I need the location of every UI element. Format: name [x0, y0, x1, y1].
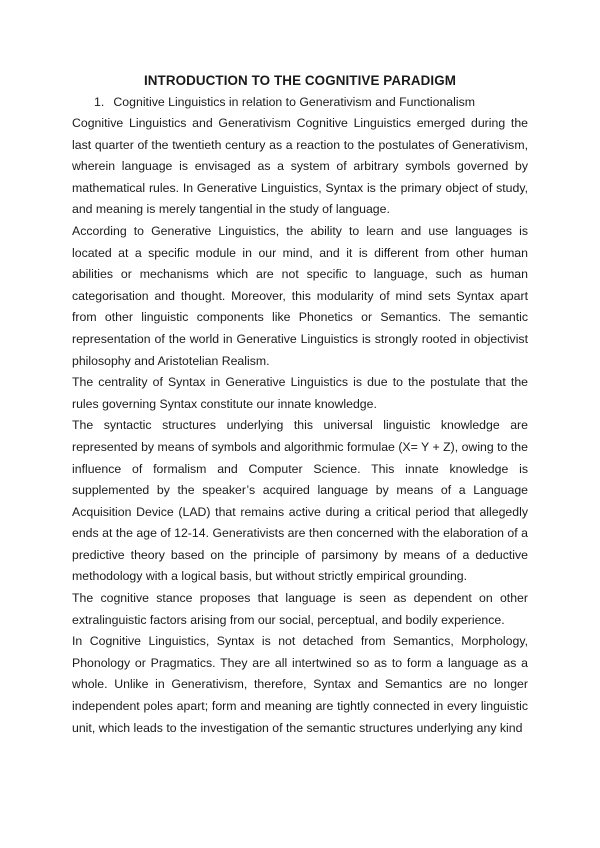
paragraph: In Cognitive Linguistics, Syntax is not detached from Semantics, Morphology, Phonology or Pragmatics. They are all intertwined so as to form a language as a whole. Unlike in Generativism, therefore, Syntax and Semantics are no longer independent poles apart; form and meaning are tightly connected in every linguistic unit, which leads to the investigation of the semantic structures underlying any kind [72, 634, 528, 735]
paragraph: The cognitive stance proposes that language is seen as dependent on other extralinguistic factors arising from our social, perceptual, and bodily experience. [72, 591, 528, 627]
section-number: 1. [94, 95, 105, 109]
paragraph: The centrality of Syntax in Generative Linguistics is due to the postulate that the rules governing Syntax constitute our innate knowledge. [72, 375, 528, 411]
section-heading [72, 92, 528, 113]
paragraph: Cognitive Linguistics and Generativism Cognitive Linguistics emerged during the last quarter of the twentieth century as a reaction to the postulates of Generativism, wherein language is envisaged as a system of arbitrary symbols governed by mathematical rules. In Generative Linguistics, Syntax is the primary object of study, and meaning is merely tangential in the study of language. [72, 116, 528, 217]
paragraph: According to Generative Linguistics, the ability to learn and use languages is located at a specific module in our mind, and it is different from other human abilities or mechanisms which are not specific to language, such as human categorisation and thought. Moreover, this modularity of mind sets Syntax apart from other linguistic components like Phonetics or Semantics. The semantic representation of the world in Generative Linguistics is strongly rooted in objectivist philosophy and Aristotelian Realism. [72, 223, 528, 368]
section-heading-text: Cognitive Linguistics in relation to Generativism and Functionalism [113, 95, 475, 109]
document-title: INTRODUCTION TO THE COGNITIVE PARADIGM [143, 73, 457, 88]
document-page [72, 70, 528, 739]
paragraph: The syntactic structures underlying this universal linguistic knowledge are represented by means of symbols and algorithmic formulae (X= Y + Z), owing to the influence of formalism and Computer Science. This innate knowledge is supplemented by the speaker’s acquired language by means of a Language Acquisition Device (LAD) that remains active during a critical period that allegedly ends at the age of 12-14. Generativists are then concerned with the elaboration of a predictive theory based on the principle of parsimony by means of a deductive methodology with a logical basis, but without strictly empirical grounding. [72, 418, 528, 584]
